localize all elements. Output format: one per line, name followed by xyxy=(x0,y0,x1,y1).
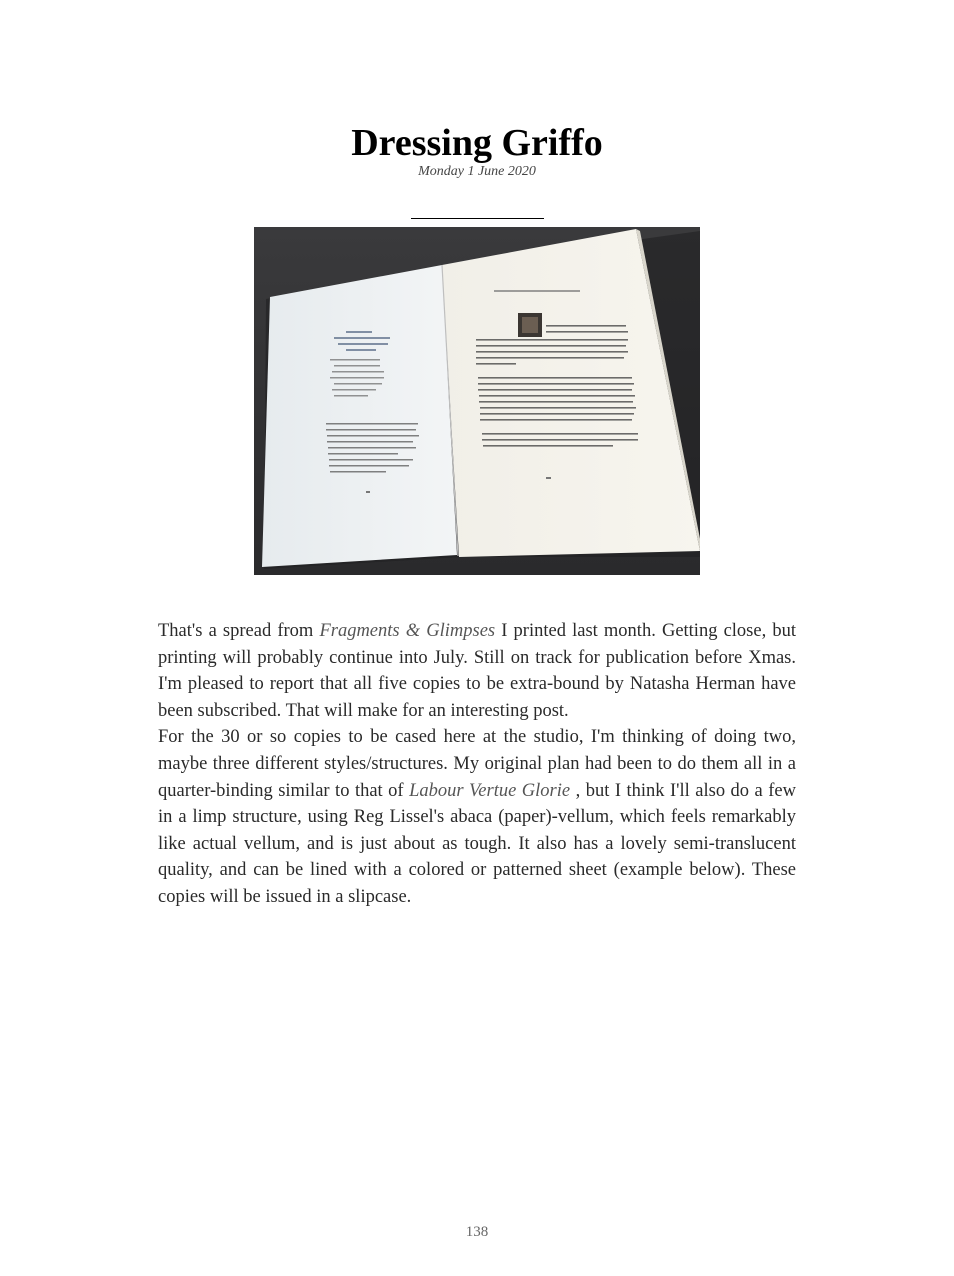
post-date: Monday 1 June 2020 xyxy=(418,164,536,179)
post-body xyxy=(158,618,796,911)
page-title: Dressing Griffo xyxy=(351,122,603,164)
open-book-illustration xyxy=(254,227,700,575)
title-divider xyxy=(411,218,544,219)
page-number: 138 xyxy=(465,1224,489,1240)
paragraph: That's a spread from Fragments & Glimpses I printed last month. Getting close, but printing will probably continue into July. Still on track for publication before Xmas. I'm pleased to report that all five copies to be extra-bound by Natasha Herman have been subscribed. That will make for an interesting post. xyxy=(158,621,796,721)
book-spread-photo xyxy=(254,227,700,575)
book-title-labour-vertue-glorie: Labour Vertue Glorie xyxy=(409,780,571,801)
paragraph: For the 30 or so copies to be cased here at the studio, I'm thinking of doing two, maybe three different styles/structures. My original plan had been to do them all in a quarter-binding similar to that of Labour Vertue Glorie , but I think I'll also do a few in a limp structure, using Reg Lissel's abaca (paper)-vellum, which feels remarkably like actual vellum, and is just about as tough. It also has a lovely semi-translucent quality, and can be lined with a colored or patterned sheet (example below). These copies will be issued in a slipcase. xyxy=(158,727,796,907)
book-title-fragments-glimpses: Fragments & Glimpses xyxy=(319,621,496,641)
